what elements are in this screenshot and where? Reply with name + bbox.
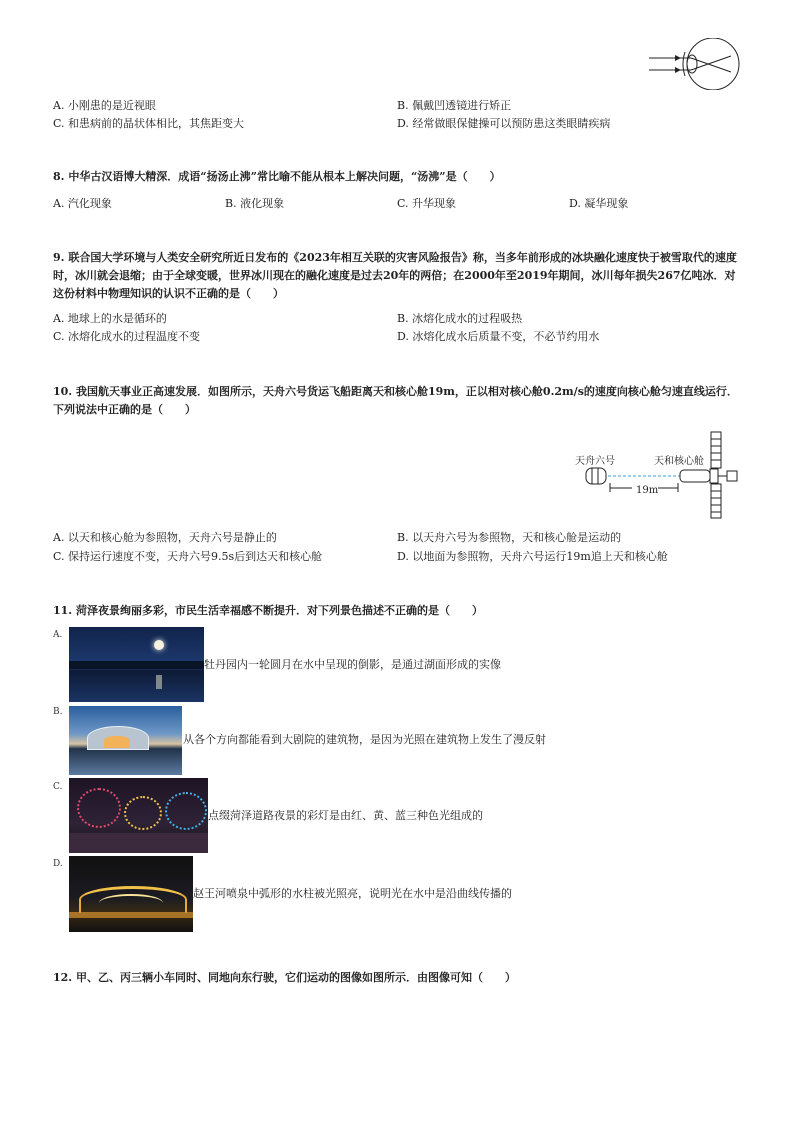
q11-option-a-letter: A. bbox=[53, 630, 63, 640]
eye-diagram bbox=[645, 38, 745, 90]
moon-lake-photo bbox=[69, 627, 204, 702]
q9-option-b: B. 冰熔化成水的过程吸热 bbox=[397, 312, 523, 325]
tianhe-label: 天和核心舱 bbox=[654, 456, 704, 467]
q12-stem: 12. 甲、乙、丙三辆小车同时、同地向东行驶，它们运动的图像如图所示．由图像可知（ ） bbox=[53, 971, 516, 984]
grand-theatre-photo bbox=[69, 706, 182, 775]
q10-option-c: C. 保持运行速度不变，天舟六号9.5s后到达天和核心舱 bbox=[53, 550, 323, 563]
distance-label: 19m bbox=[636, 485, 659, 496]
q9-option-a: A. 地球上的水是循环的 bbox=[53, 312, 167, 325]
q11-option-d-text: 赵王河喷泉中弧形的水柱被光照亮，说明光在水中是沿曲线传播的 bbox=[193, 887, 512, 900]
q11-option-b-text: 从各个方向都能看到大剧院的建筑物，是因为光照在建筑物上发生了漫反射 bbox=[183, 733, 546, 746]
q8-stem: 8. 中华古汉语博大精深．成语“扬汤止沸”常比喻不能从根本上解决问题，“汤沸”是（ ） bbox=[53, 170, 501, 183]
q11-option-c-letter: C. bbox=[53, 782, 63, 792]
fountain-photo bbox=[69, 856, 193, 932]
q7-option-d: D. 经常做眼保健操可以预防患这类眼睛疾病 bbox=[397, 117, 611, 130]
q9-option-c: C. 冰熔化成水的过程温度不变 bbox=[53, 330, 201, 343]
q8-option-a: A. 汽化现象 bbox=[53, 197, 112, 210]
q9-option-d: D. 冰熔化成水后质量不变，不必节约用水 bbox=[397, 330, 600, 343]
q11-stem: 11. 菏泽夜景绚丽多彩，市民生活幸福感不断提升．对下列景色描述不正确的是（ ） bbox=[53, 604, 483, 617]
q7-option-a: A. 小刚患的是近视眼 bbox=[53, 99, 156, 112]
lighted-trees-photo bbox=[69, 778, 208, 853]
q11-option-a-text: 牡丹园内一轮圆月在水中呈现的倒影，是通过湖面形成的实像 bbox=[204, 658, 501, 671]
q7-option-b: B. 佩戴凹透镜进行矫正 bbox=[397, 99, 512, 112]
q10-option-d: D. 以地面为参照物，天舟六号运行19m追上天和核心舱 bbox=[397, 550, 668, 563]
q11-option-b-letter: B. bbox=[53, 707, 63, 717]
tianzhou-label: 天舟六号 bbox=[575, 456, 615, 467]
q11-option-d-letter: D. bbox=[53, 859, 63, 869]
q10-stem: 10. 我国航天事业正高速发展．如图所示，天舟六号货运飞船距离天和核心舱19m，正以相对核心舱0.2m/s的速度向核心舱匀速直线运行．下列说法中正确的是（ ） bbox=[53, 385, 738, 416]
q10-option-a: A. 以天和核心舱为参照物，天舟六号是静止的 bbox=[53, 531, 277, 544]
q9-stem: 9. 联合国大学环境与人类安全研究所近日发布的《2023年相互关联的灾害风险报告》称，当多年前形成的冰块融化速度快于被雪取代的速度时，冰川就会退缩；由于全球变暖，世界冰川现在的融化速度是过去20年的两倍；在2000年至2019年期间，冰川每年损失267亿吨冰．对这份材料中物理知识的认识不正确的是（ ） bbox=[53, 251, 737, 300]
q8-option-d: D. 凝华现象 bbox=[569, 197, 629, 210]
spacecraft-figure bbox=[572, 430, 742, 520]
spacecraft-drawing bbox=[572, 430, 742, 520]
q8-option-b: B. 液化现象 bbox=[225, 197, 285, 210]
q10-option-b: B. 以天舟六号为参照物，天和核心舱是运动的 bbox=[397, 531, 622, 544]
q11-option-c-text: 点缀菏泽道路夜景的彩灯是由红、黄、蓝三种色光组成的 bbox=[208, 809, 483, 822]
q8-option-c: C. 升华现象 bbox=[397, 197, 457, 210]
q7-option-c: C. 和患病前的晶状体相比，其焦距变大 bbox=[53, 117, 245, 130]
